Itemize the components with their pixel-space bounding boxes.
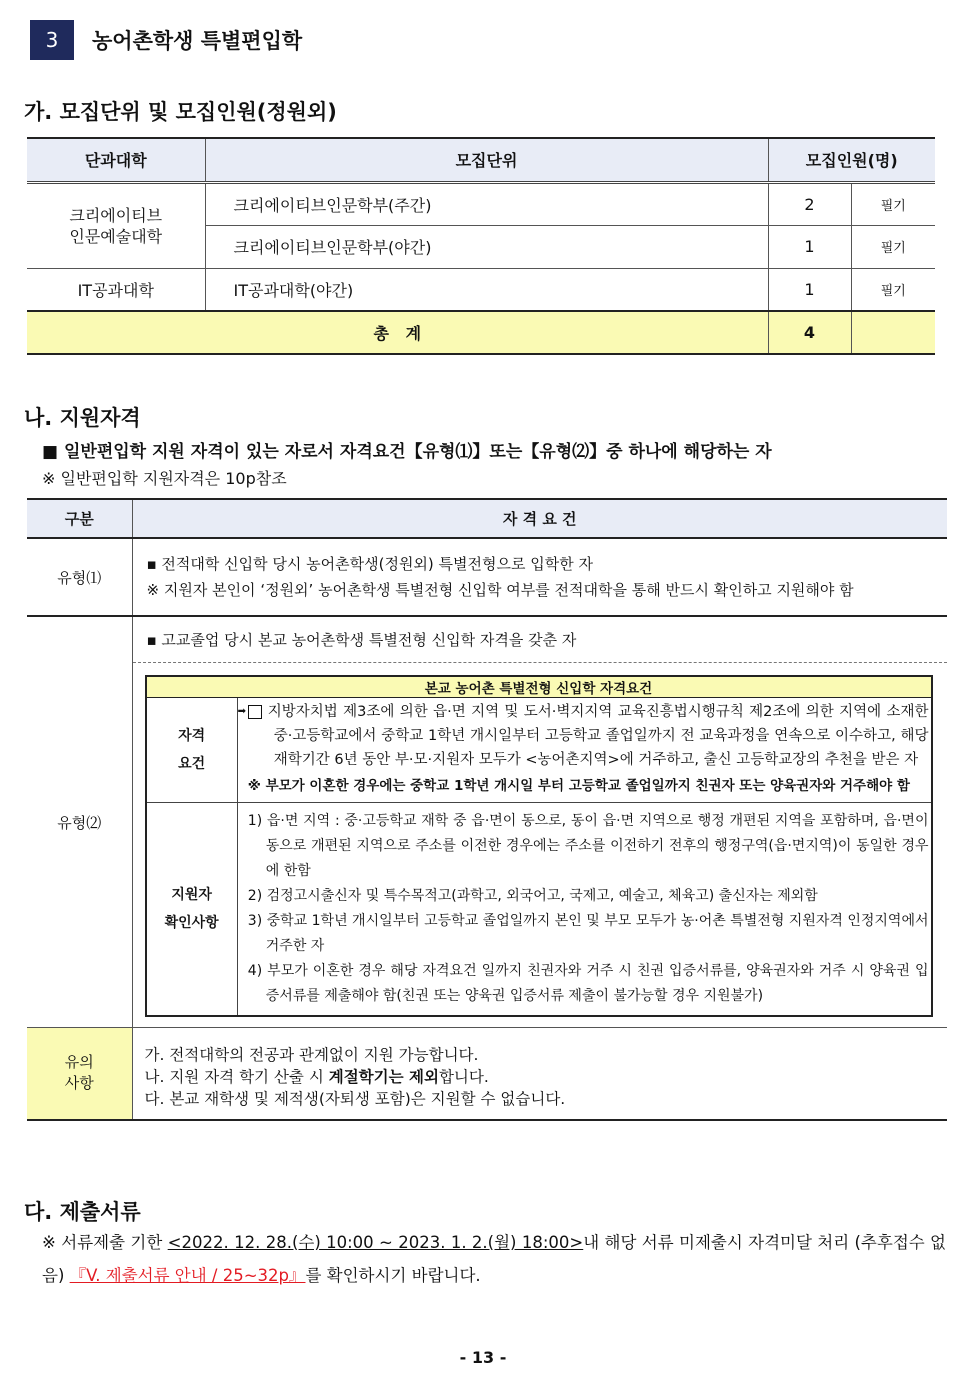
- unit-name: IT공과대학(야간): [205, 268, 768, 311]
- unit-count: 1: [768, 268, 851, 311]
- type1-line1: ▪ 전적대학 신입학 당시 농어촌학생(정원외) 특별전형으로 입학한 자: [146, 555, 593, 573]
- unit-name: 크리에이티브인문학부(주간): [205, 182, 768, 225]
- type1-line2: ※ 지원자 본인이 ‘정원외’ 농어촌학생 특별전형 신입학 여부를 전적대학을 통해 반드시 확인하고 지원해야 함: [146, 581, 854, 599]
- check-item: 3) 중학교 1학년 개시일부터 고등학교 졸업일까지 본인 및 부모 모두가 농·어촌 특별전형 지원자격 인정지역에서 거주한 자: [247, 913, 929, 954]
- college-name: [27, 205, 205, 247]
- total-label: 총 계: [27, 311, 768, 354]
- eligibility-main-bullet: ■ 일반편입학 지원 자격이 있는 자로서 자격요건【유형⑴】또는【유형⑵】중 하나에 해당하는 자: [42, 442, 772, 462]
- header-unit: 모집단위: [205, 138, 768, 182]
- college-name-line: 인문예술대학: [69, 226, 163, 246]
- submission-note: ※ 서류제출 기한 <2022. 12. 28.(수) 10:00 ~ 2023. 1. 2.(월) 18:00>내 해당 서류 미제출시 자격미달 처리 (추후접수 없음) 『V. 제출서류 안내 / 25~32p』를 확인하시기 바랍니다.: [42, 1233, 946, 1285]
- rural-requirements-box: [145, 675, 933, 1017]
- check-item: 4) 부모가 이혼한 경우 해당 자격요건 일까지 친권자와 거주 시 친권 입증서류를, 양육권자와 거주 시 양육권 입증서류를 제출해야 함(친권 또는 양육권 입증서류 제출이 불가능할 경우 지원불가): [247, 963, 929, 1004]
- college-creative: [27, 182, 205, 268]
- header-count: 모집인원(명): [768, 138, 935, 182]
- unit-name: 크리에이티브인문학부(야간): [205, 225, 768, 268]
- college-name-line: 크리에이티브: [69, 205, 163, 225]
- section-title: 농어촌학생 특별편입학: [92, 29, 303, 53]
- check-item: 2) 검정고시출신자 및 특수목적고(과학고, 외국어고, 국제고, 예술고, 체육고) 출신자는 제외함: [247, 888, 818, 904]
- total-row: [27, 311, 935, 354]
- header-college: 단과대학: [27, 138, 205, 182]
- college-name: IT공과대학: [27, 268, 205, 311]
- check-label: 지원자 확인사항: [146, 803, 238, 1017]
- req-text: 지방자치법 제3조에 의한 읍·면 지역 및 도서·벽지지역 교육진흥법시행규칙 제2조에 의한 지역에 소재한 중·고등학교에서 중학교 1학년 개시일부터 고등학교 졸업일까지 전 교육과정을 연속으로 이수하고, 해당 재학기간 6년 동안 부·모·지원자 모두가 <농어촌지역>에 거주하고, 출신 고등학교장의 추천을 받은 자: [267, 704, 929, 768]
- type2-line1: ▪ 고교졸업 당시 본교 농어촌학생 특별전형 신입학 자격을 갖춘 자: [133, 617, 948, 663]
- table-row: [27, 182, 935, 225]
- unit-note: 필기: [851, 225, 935, 268]
- type2-row: [27, 616, 947, 1028]
- part-c-heading: 다. 제출서류: [24, 1200, 141, 1224]
- type1-row: [27, 538, 947, 616]
- header-requirements: 자 격 요 건: [132, 499, 947, 538]
- part-a-heading: 가. 모집단위 및 모집인원(정원외): [24, 100, 337, 124]
- page-number: - 13 -: [459, 1348, 507, 1367]
- notes-label: 유의 사항: [27, 1028, 132, 1120]
- notes-row: [27, 1028, 947, 1120]
- inner-title: 본교 농어촌 특별전형 신입학 자격요건: [146, 676, 932, 698]
- eligibility-table: [27, 498, 947, 1121]
- type1-label: 유형⑴: [27, 538, 132, 616]
- req-label: 자격 요건: [146, 698, 238, 803]
- unit-count: 2: [768, 182, 851, 225]
- total-count: 4: [768, 311, 851, 354]
- table-row: [27, 268, 935, 311]
- note-line: 다. 본교 재학생 및 제적생(자퇴생 포함)은 지원할 수 없습니다.: [144, 1090, 566, 1108]
- documents-guide-link[interactable]: 『V. 제출서류 안내 / 25~32p』: [69, 1266, 306, 1285]
- note-line: 가. 전적대학의 전공과 관계없이 지원 가능합니다.: [144, 1046, 479, 1064]
- note-line: 나. 지원 자격 학기 산출 시 계절학기는 제외합니다.: [144, 1068, 489, 1086]
- type2-label: 유형⑵: [27, 616, 132, 1028]
- arrow-right-icon: ➡: [248, 705, 262, 719]
- section-header: [30, 20, 302, 60]
- recruitment-table: [27, 137, 935, 355]
- part-b-heading: 나. 지원자격: [24, 406, 141, 430]
- header-category: 구분: [27, 499, 132, 538]
- unit-note: 필기: [851, 268, 935, 311]
- eligibility-ref-note: ※ 일반편입학 지원자격은 10p참조: [42, 469, 287, 488]
- section-number: 3: [30, 20, 74, 60]
- unit-count: 1: [768, 225, 851, 268]
- unit-note: 필기: [851, 182, 935, 225]
- submission-deadline: <2022. 12. 28.(수) 10:00 ~ 2023. 1. 2.(월) 18:00>: [167, 1233, 584, 1252]
- check-item: 1) 읍·면 지역 : 중·고등학교 재학 중 읍·면이 동으로, 동이 읍·면 지역으로 행정 개편된 지역을 포함하며, 읍·면이 동으로 개편된 지역으로 주소를 이전한 경우에는 주소를 이전하기 전후의 행정구역(읍·면지역)이 동일한 경우에 한함: [247, 813, 929, 879]
- req-note: ※ 부모가 이혼한 경우에는 중학교 1학년 개시일 부터 고등학교 졸업일까지 친권자 또는 양육권자와 거주해야 함: [247, 778, 910, 794]
